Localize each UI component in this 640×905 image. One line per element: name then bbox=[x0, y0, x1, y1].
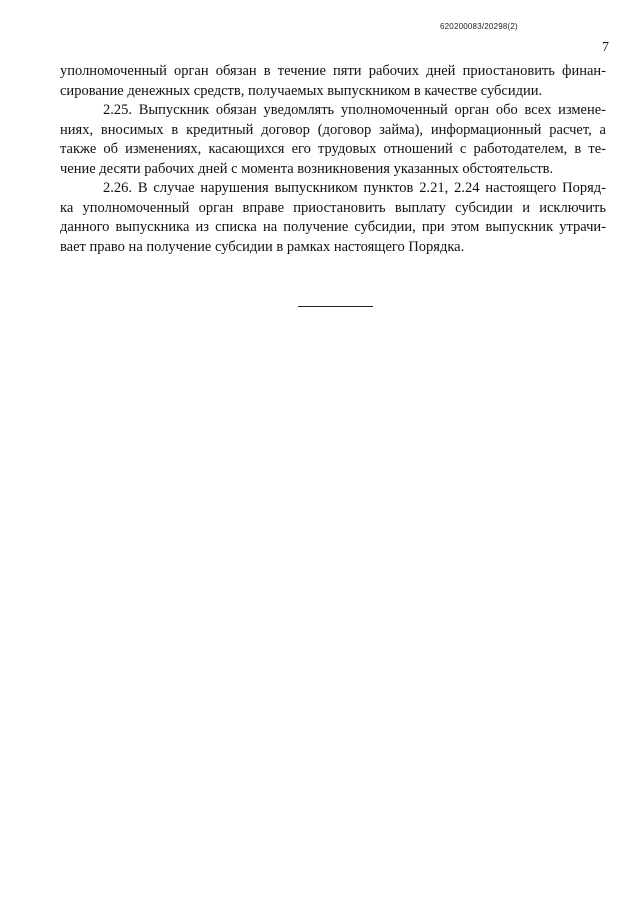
text-line: вает право на получение субсидии в рамках настоящего Порядка. bbox=[60, 238, 465, 255]
text-line: 2.25. Выпускник обязан уведомлять уполномоченный орган обо всех измене- bbox=[103, 102, 606, 118]
text-line: ниях, вносимых в кредитный договор (договор займа), информационный расчет, а bbox=[60, 121, 606, 138]
text-line: данного выпускника из списка на получение субсидии, при этом выпускник утрачи- bbox=[60, 219, 606, 235]
text-line: чение десяти рабочих дней с момента возникновения указанных обстоятельств. bbox=[60, 160, 554, 177]
document-body bbox=[60, 62, 606, 257]
paragraph-continuation bbox=[60, 62, 606, 101]
paragraph-2-25 bbox=[60, 101, 606, 179]
page-number: 7 bbox=[602, 40, 609, 55]
text-line: 2.26. В случае нарушения выпускником пунктов 2.21, 2.24 настоящего Поряд- bbox=[103, 180, 606, 196]
text-line: также об изменениях, касающихся его трудовых отношений с работодателем, в те- bbox=[60, 141, 606, 157]
text-line: сирование денежных средств, получаемых выпускником в качестве субсидии. bbox=[60, 82, 543, 99]
text-line: ка уполномоченный орган вправе приостановить выплату субсидии и исключить bbox=[60, 199, 606, 216]
document-id: 620200083/20298(2) bbox=[440, 22, 518, 31]
paragraph-2-26 bbox=[60, 179, 606, 257]
end-separator-line bbox=[298, 306, 373, 307]
text-line: уполномоченный орган обязан в течение пяти рабочих дней приостановить финан- bbox=[60, 63, 606, 79]
